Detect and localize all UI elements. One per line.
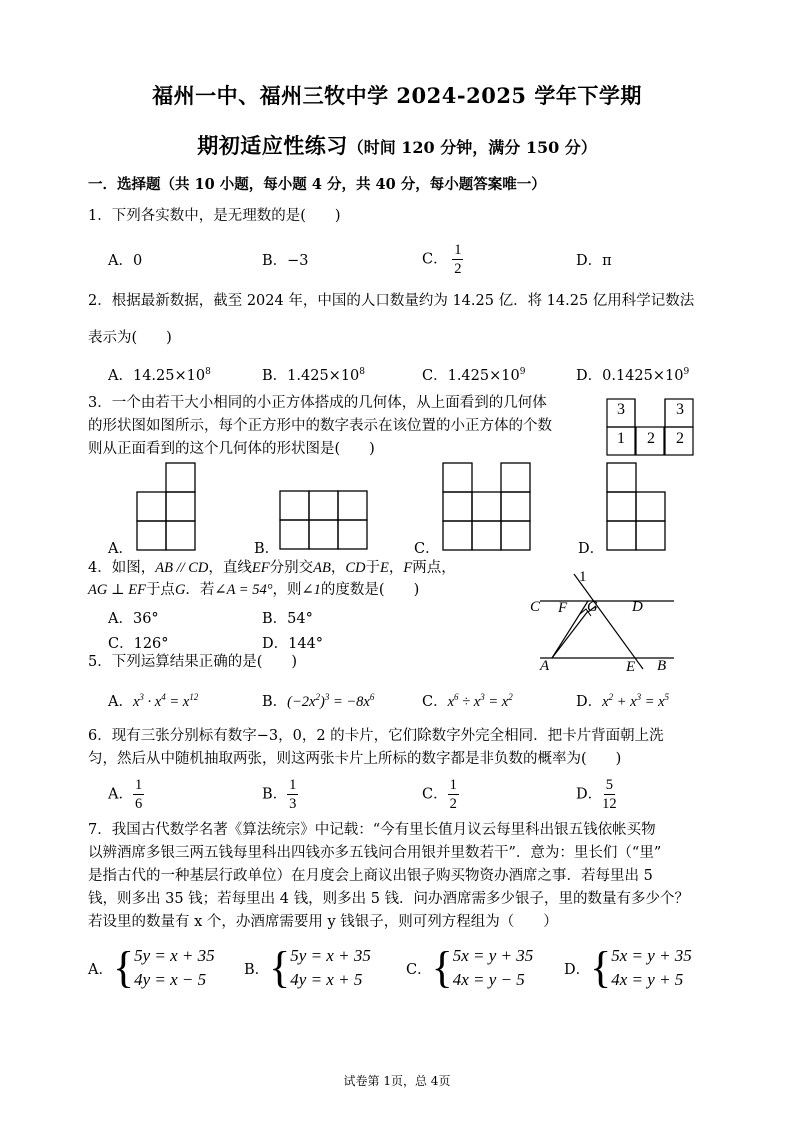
fig-label-b: B [657, 658, 667, 674]
q4-t11: ， [388, 560, 404, 576]
q7-a-brace: { [112, 943, 135, 992]
q7-b-label: B． [244, 961, 270, 978]
q7-option-a [88, 944, 215, 992]
q7-stem-line2: 以辨酒席多银三两五钱每里科出四钱亦多五钱问合用银并里数若干”．意为：里长们（“里” [88, 845, 662, 861]
q7-c-eq1: 5x = y + 35 [452, 946, 534, 965]
q3-stem-line3: 则从正面看到的这个几何体的形状图是( ) [88, 441, 375, 457]
q6-d-den: 12 [602, 796, 617, 812]
q2-a-exponent: 8 [205, 367, 211, 378]
q2-c-text: C．1.425×10 [422, 368, 520, 384]
q5-option-c [422, 690, 513, 711]
q1-stem: 1．下列各实数中，是无理数的是( ) [88, 208, 341, 224]
q3-stem-line2: 的形状图如图所示，每个正方形中的数字表示在该位置的小正方体的个数 [88, 418, 552, 434]
q5-b-p2: ) [319, 694, 325, 710]
q5-b-p3: 3 [324, 692, 330, 703]
q5-b-p5: 6 [369, 692, 375, 703]
q7-stem-line1: 7．我国古代数学名著《算法统宗》中记载：“今有里长值月议云每里科出银五钱依帐买物 [88, 822, 656, 838]
q5-a-p1: 3 [139, 692, 144, 703]
q5-d-p2: + x [613, 694, 637, 710]
q4-u7: ∠1 [301, 582, 321, 598]
q7-option-b [244, 944, 371, 992]
q5-c-p1: 6 [454, 692, 459, 703]
q2-d-text: D．0.1425×10 [576, 368, 684, 384]
q7-option-d [564, 944, 692, 992]
q7-b-brace: { [269, 943, 291, 992]
q4-geometry-figure [526, 566, 676, 676]
q5-a-p5: 12 [189, 692, 199, 703]
q5-d-p5: 5 [664, 692, 670, 703]
q1-option-d: D．π [576, 253, 612, 269]
q2-option-d [576, 364, 689, 385]
grid-top-left: 3 [617, 401, 625, 418]
q3-option-c-label: C． [414, 541, 440, 557]
q4-option-b: B．54° [262, 611, 313, 627]
q5-c-p4: = x [484, 694, 509, 710]
q2-stem-line2: 表示为( ) [88, 330, 172, 346]
q1-option-a: A．0 [108, 253, 143, 269]
q6-a-den: 6 [134, 796, 143, 812]
q4-t5: 分别交 [269, 560, 314, 576]
q5-b-p1: 2 [315, 692, 320, 703]
q7-c-label: C． [406, 961, 432, 978]
section-heading: 一．选择题（共 10 小题，每小题 4 分，共 40 分，每小题答案唯一） [88, 176, 546, 193]
q4-option-c: C．126° [108, 636, 169, 652]
q4-t13: 两点， [412, 560, 456, 576]
q7-d-brace: { [590, 943, 612, 992]
q6-c-den: 2 [449, 796, 457, 812]
q6-d-num: 5 [605, 777, 614, 793]
q4-option-a: A．36° [108, 611, 159, 627]
grid-top-right: 3 [676, 401, 684, 418]
q5-b-p0: (−2x [287, 694, 316, 710]
q5-option-d [576, 690, 669, 711]
fig-label-a: A [540, 658, 550, 674]
fig-label-c: C [530, 599, 541, 615]
q4-t12: F [403, 560, 413, 576]
q7-d-eq2: 4x = y + 5 [611, 970, 684, 989]
q5-a-p3: 4 [161, 692, 166, 703]
q4-t6: AB [313, 560, 331, 576]
q5-a-p2: · x [143, 694, 162, 710]
q7-d-label: D． [564, 961, 591, 978]
q2-stem-line1: 2．根据最新数据，截至 2024 年，中国的人口数量约为 14.25 亿．将 14.25 亿用科学记数法 [88, 293, 695, 309]
q5-d-p0: x [602, 694, 609, 710]
q4-u5: ∠A = 54° [214, 582, 273, 598]
q4-t2: AB // CD [155, 560, 209, 576]
q4-u3: G [174, 582, 186, 598]
page-title: 福州一中、福州三牧中学 2024-2025 学年下学期 [152, 83, 642, 108]
q5-c-p5: 2 [508, 692, 513, 703]
q3-stem-line1: 3．一个由若干大小相同的小正方体搭成的几何体，从上面看到的几何体 [88, 395, 547, 411]
fig-label-e: E [626, 659, 636, 675]
q3-option-d-label: D． [578, 541, 605, 557]
q1-c-fraction [452, 241, 463, 278]
q3-option-b-figure [279, 490, 371, 552]
q2-b-text: B．1.425×10 [262, 368, 360, 384]
q3-option-b-label: B． [254, 541, 280, 557]
q7-a-label: A． [88, 961, 113, 978]
grid-bottom-mid: 2 [647, 430, 655, 447]
q3-option-a-label: A． [108, 541, 133, 557]
q4-u8: 的度数是( ) [320, 582, 420, 598]
fig-label-f: F [558, 600, 568, 616]
page-subtitle [0, 130, 794, 160]
q6-a-num: 1 [134, 777, 143, 793]
q1-c-label: C． [422, 251, 448, 268]
q7-a-eq2: 4y = x − 5 [134, 970, 207, 989]
q4-u2: 于点 [145, 582, 175, 598]
q5-d-p3: 3 [636, 692, 642, 703]
q3-option-d-figure [606, 462, 668, 552]
time-note: （时间 120 分钟，满分 150 分） [347, 138, 597, 157]
q5-c-p2: ÷ x [458, 694, 481, 710]
q4-t3: ，直线 [208, 560, 252, 576]
q5-a-p0: x [132, 694, 140, 710]
q6-d-fraction [602, 776, 617, 813]
q7-a-eq1: 5y = x + 35 [134, 946, 215, 965]
q7-d-eq1: 5x = y + 35 [611, 946, 692, 965]
q7-c-brace: { [431, 943, 453, 992]
q2-option-c [422, 364, 525, 385]
q5-c-p0: x [447, 694, 455, 710]
q4-u6: ，则 [272, 582, 302, 598]
q6-c-fraction [448, 776, 459, 813]
q6-stem-line2: 匀，然后从中随机抽取两张，则这两张卡片上所标的数字都是非负数的概率为( ) [88, 751, 622, 767]
q5-b-label: B． [262, 694, 288, 710]
q2-option-b [262, 364, 365, 385]
q4-t1: 4．如图， [88, 560, 156, 576]
q2-c-exponent: 9 [519, 367, 526, 378]
q6-a-fraction [133, 776, 144, 813]
q6-c-num: 1 [449, 777, 457, 793]
fig-label-d: D [632, 599, 643, 615]
q3-option-a-figure [136, 462, 198, 552]
q1-c-numerator: 1 [454, 242, 462, 258]
fig-label-1: 1 [579, 569, 587, 585]
q2-b-exponent: 8 [359, 367, 366, 378]
q4-t8: CD [345, 560, 366, 576]
q5-option-a [108, 690, 198, 711]
q4-t7: ， [330, 560, 346, 576]
q4-u4: ．若 [185, 582, 215, 598]
fig-label-g: G [587, 599, 598, 615]
q6-b-den: 3 [289, 796, 297, 812]
q1-option-c [422, 241, 463, 278]
q7-stem-line4: 钱，则多出 35 钱；若每里出 4 钱，则多出 5 钱．问办酒席需多少银子，里的数量有多少个？ [88, 891, 690, 907]
q4-t9: 于 [365, 560, 380, 576]
q6-option-d [576, 776, 617, 813]
q2-a-text: A．14.25×10 [108, 368, 206, 384]
subtitle-main: 期初适应性练习 [197, 133, 348, 158]
q5-c-label: C． [422, 694, 448, 710]
q6-b-fraction [287, 776, 298, 813]
q5-d-p4: = x [641, 694, 665, 710]
q7-stem-line3: 是指古代的一种基层行政单位）在月度会上商议出银子购买物资办酒席之事．若每里出 5 [88, 868, 653, 884]
q5-stem: 5．下列运算结果正确的是( ) [88, 654, 298, 670]
q1-c-denominator: 2 [454, 261, 462, 277]
q7-b-eq1: 5y = x + 35 [290, 946, 371, 965]
q4-t4: EF [251, 560, 270, 576]
q5-a-p4: = x [165, 694, 190, 710]
q6-c-label: C． [422, 786, 448, 803]
q4-stem-line2 [88, 578, 419, 603]
q5-d-p1: 2 [608, 692, 614, 703]
q2-d-exponent: 9 [683, 367, 690, 378]
q6-a-label: A． [108, 786, 133, 803]
q6-stem-line1: 6．现有三张分别标有数字−3，0，2 的卡片，它们除数字外完全相同．把卡片背面朝上洗 [88, 728, 664, 744]
q7-stem-line5: 若设里的数量有 x 个，办酒席需要用 y 钱银子，则可列方程组为（ ） [88, 914, 558, 930]
grid-bottom-left: 1 [617, 430, 625, 447]
q6-b-label: B． [262, 786, 288, 803]
q6-d-label: D． [576, 786, 603, 803]
q5-a-label: A． [108, 694, 133, 710]
q7-option-c [406, 944, 533, 992]
q4-t10: E [380, 560, 389, 576]
q3-option-c-figure [442, 462, 534, 552]
q6-option-a [108, 776, 144, 813]
q7-c-eq2: 4x = y − 5 [452, 970, 525, 989]
q4-u1: AG ⊥ EF [88, 582, 146, 598]
page-footer: 试卷第 1页，总 4页 [343, 1074, 451, 1088]
q6-option-b [262, 776, 298, 813]
q5-d-label: D． [576, 694, 603, 710]
q6-option-c [422, 776, 459, 813]
q5-c-p3: 3 [480, 692, 485, 703]
q2-option-a [108, 364, 211, 385]
q1-option-b: B．−3 [262, 253, 309, 269]
q4-option-d: D．144° [262, 636, 324, 652]
q5-b-p4: = −8x [329, 694, 370, 710]
q5-option-b [262, 690, 374, 711]
q6-b-num: 1 [289, 777, 297, 793]
grid-bottom-right: 2 [676, 430, 684, 447]
q7-b-eq2: 4y = x + 5 [290, 970, 363, 989]
